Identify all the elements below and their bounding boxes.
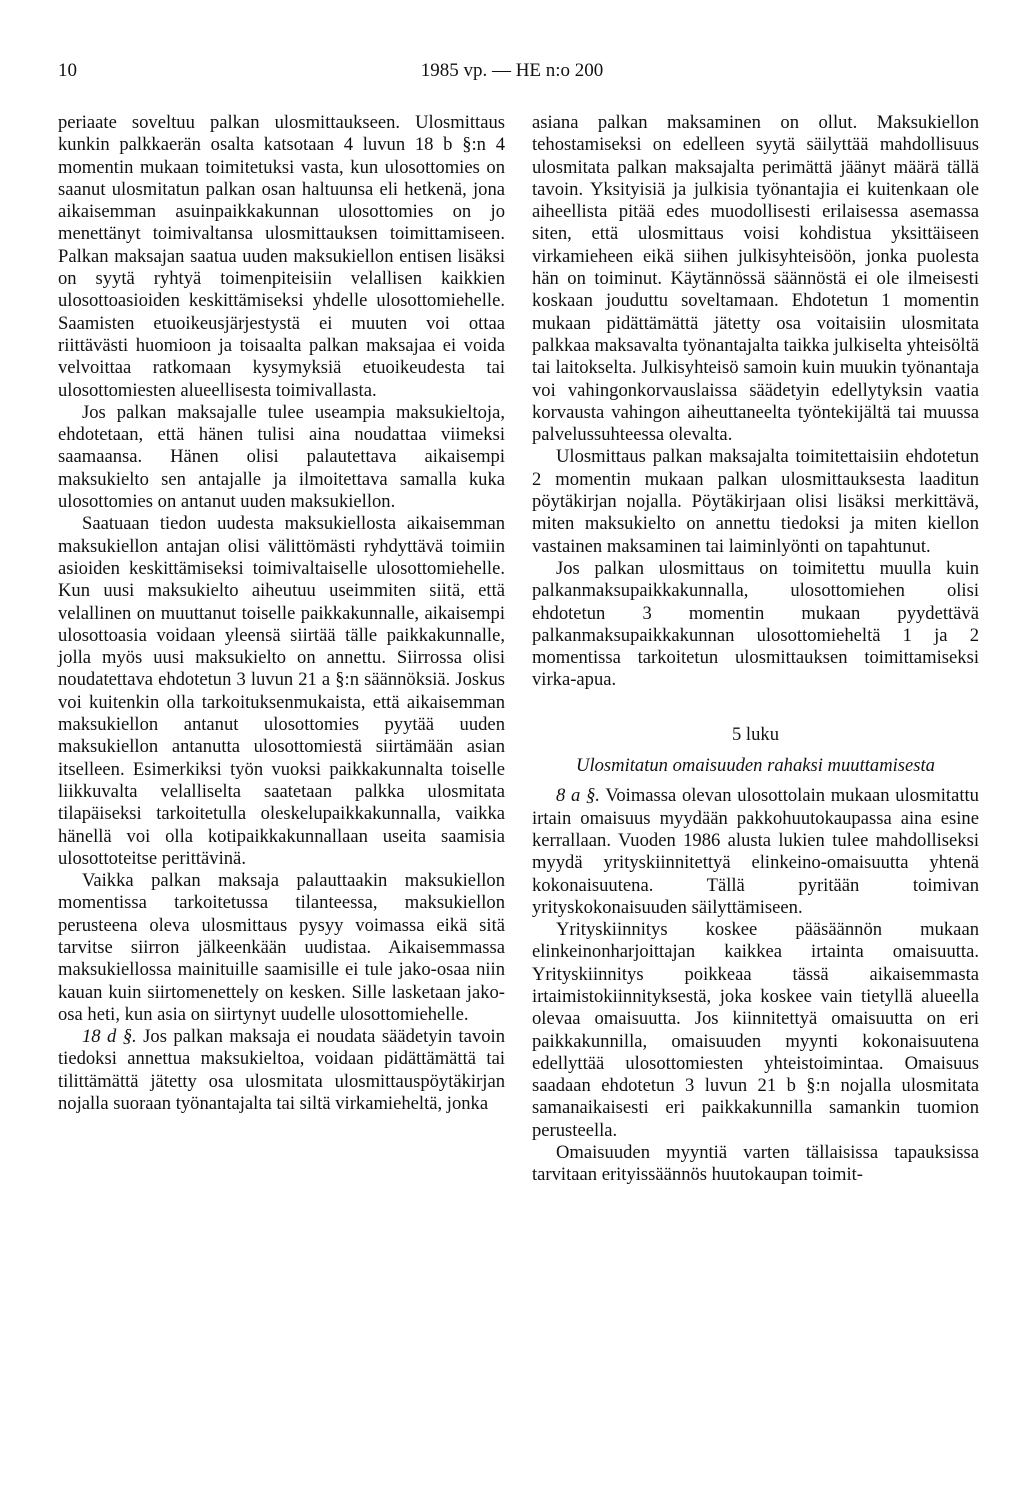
paragraph: Saatuaan tiedon uudesta maksukiellosta aikaisemman maksukiellon antajan olisi välittömästi ryhdyttävä toimiin asioiden keskittämiseksi toimivaltaiselle ulosottomiehelle. Kun uusi maksukielto aiheutuu useimmiten siitä, että velallinen on muuttanut toiselle paikkakunnalle, aikaisempi ulosottoasia voidaan yleensä siirtää tälle paikkakunnalle, jolla myös uusi maksukielto on annettu. Siirrossa olisi noudatettava ehdotetun 3 luvun 21 a §:n säännöksiä. Joskus voi kuitenkin olla tarkoituksenmukaista, että aikaisemman maksukiellon antanut ulosottomies pyytää uuden maksukiellon antanutta ulosottomiestä siirtämään asian itselleen. Esimerkiksi työn vuoksi paikkakunnalta toiselle liikkuvalta velalliselta saatetaan palkka ulosmitata tilapäiseksi tarkoitetulla oleskelupaikkakunnalla, vaikka hänellä voi olla kotipaikkakunnallaan useita saamisia ulosottoteitse perittävinä. [58, 513, 505, 869]
section-reference: 8 a §. [556, 785, 600, 807]
paragraph: Ulosmittaus palkan maksajalta toimitettaisiin ehdotetun 2 momentin mukaan palkan ulosmittauksesta laaditun pöytäkirjan nojalla. Pöytäkirjaan olisi lisäksi merkittävä, miten maksukielto on annettu tiedoksi ja miten kiellon vastainen maksaminen tai laiminlyönti on tapahtunut. [532, 446, 979, 557]
paragraph: Jos palkan maksajalle tulee useampia maksukieltoja, ehdotetaan, että hänen tulisi aina noudattaa viimeksi saamaansa. Hänen olisi palautettava aikaisempi maksukielto sen antajalle ja ilmoitettava samalla kuka ulosottomies on antanut uuden maksukiellon. [58, 401, 505, 513]
paragraph-section-8a [532, 785, 979, 919]
chapter-title: Ulosmitatun omaisuuden rahaksi muuttamisesta [576, 755, 935, 777]
paragraph-section-18d [58, 1026, 505, 1115]
paragraph: Vaikka palkan maksaja palauttaakin maksukiellon momentissa tarkoitetussa tilanteessa, maksukiellon perusteena oleva ulosmittaus pysyy voimassa eikä sitä tarvitse siirron jälkeenkään uudistaa. Aikaisemmassa maksukiellossa mainituille saamisille ei tule jako-osaa niin kauan kuin siirtomenettely on kesken. Sille lasketaan jako-osa heti, kun asia on siirtynyt uudelle ulosottomiehelle. [58, 870, 505, 1025]
paragraph-text: Voimassa olevan ulosottolain mukaan ulosmitattu irtain omaisuus myydään pakkohuutokaupassa aina esine kerrallaan. Vuoden 1986 alusta lukien tulee mahdolliseksi myydä yrityskiinnitettyä elinkeino-omaisuutta yhtenä kokonaisuutena. Tällä pyritään toimivan yrityskokonaisuuden säilyttämiseen. [532, 785, 979, 918]
paragraph-text: Jos palkan maksaja ei noudata säädetyin tavoin tiedoksi annettua maksukieltoa, voidaan pidättämättä tai tilittämättä jätetty osa ulosmitata ulosmittauspöytäkirjan nojalla suoraan työnantajalta tai siltä virkamieheltä, jonka [58, 1026, 505, 1115]
chapter-number: 5 luku [731, 723, 779, 745]
left-column [58, 112, 505, 1115]
paragraph: Yrityskiinnitys koskee pääsäännön mukaan elinkeinonharjoittajan kaikkea irtainta omaisuutta. Yrityskiinnitys poikkeaa tässä aikaisemmasta irtaimistokiinnityksestä, joka koskee vain tietyllä alueella olevaa omaisuutta. Jos kiinnitettyä omaisuutta on eri paikkakunnilla, omaisuuden myynti kokonaisuutena edellyttää ulosottomiesten yhteistoimintaa. Omaisuus saadaan ehdotetun 3 luvun 21 b §:n nojalla ulosmitata samanaikaisesti eri paikkakunnilla samankin tuomion perusteella. [532, 919, 979, 1141]
page-number: 10 [58, 60, 77, 81]
paragraph: Omaisuuden myyntiä varten tällaisissa tapauksissa tarvitaan erityissäännös huutokaupan toimit- [532, 1142, 979, 1186]
paragraph: asiana palkan maksaminen on ollut. Maksukiellon tehostamiseksi on edelleen syytä säilyttää mahdollisuus ulosmitata palkan maksajalta perimättä jäänyt määrä tällä tavoin. Yksityisiä ja julkisia työnantajia ei kuitenkaan ole aiheellista pitää edes muodollisesti erilaisessa asemassa siten, että ulosmittaus voisi kohdistua yksittäiseen virkamieheen eikä siihen julkisyhteisöön, jonka puolesta hän on toiminut. Käytännössä säännöstä ei ole ilmeisesti koskaan jouduttu soveltamaan. Ehdotetun 1 momentin mukaan pidättämättä jätetty osa voitaisiin ulosmitata palkkaa maksavalta työnantajalta taikka julkiselta yhteisöltä tai laitokselta. Julkisyhteisö samoin kuin muukin työnantaja voi vahingonkorvauslaissa säädetyin edellytyksin vaatia korvausta vahingon aiheuttaneelta työntekijältä tai muussa palvelussuhteessa olevalta. [532, 112, 979, 446]
paragraph: Jos palkan ulosmittaus on toimitettu muulla kuin palkanmaksupaikkakunnalla, ulosottomiehen olisi ehdotetun 3 momentin mukaan pyydettävä palkanmaksupaikkakunnan ulosottomieheltä 1 ja 2 momentissa tarkoitetun ulosmittauksen toimittamiseksi virka-apua. [532, 557, 979, 691]
paragraph: periaate soveltuu palkan ulosmittaukseen. Ulosmittaus kunkin palkkaerän osalta katsotaan 4 luvun 18 b §:n 4 momentin mukaan toimitetuksi vasta, kun ulosottomies on saanut ulosmitatun palkan osan haltuunsa eli hetkenä, jona aikaisemman asuinpaikkakunnan ulosottomies on jo menettänyt toimivaltansa ulosmittauksen toimittamiseen. Palkan maksajan saatua uuden maksukiellon entisen lisäksi on syytä ryhtyä toimenpiteisiin velallisen kaikkien ulosottoasioiden keskittämiseksi yhdelle ulosottomiehelle. Saamisten etuoikeusjärjestystä ei muuten voi ottaa riittävästi huomioon ja toisaalta palkan maksajaa ei voida velvoittaa ratkomaan kysymyksiä etuoikeudesta tai ulosottomiesten alueellisesta toimivallasta. [58, 112, 505, 401]
section-reference: 18 d §. [82, 1026, 137, 1048]
right-column [532, 112, 979, 1187]
running-header: 1985 vp. — HE n:o 200 [420, 60, 604, 81]
